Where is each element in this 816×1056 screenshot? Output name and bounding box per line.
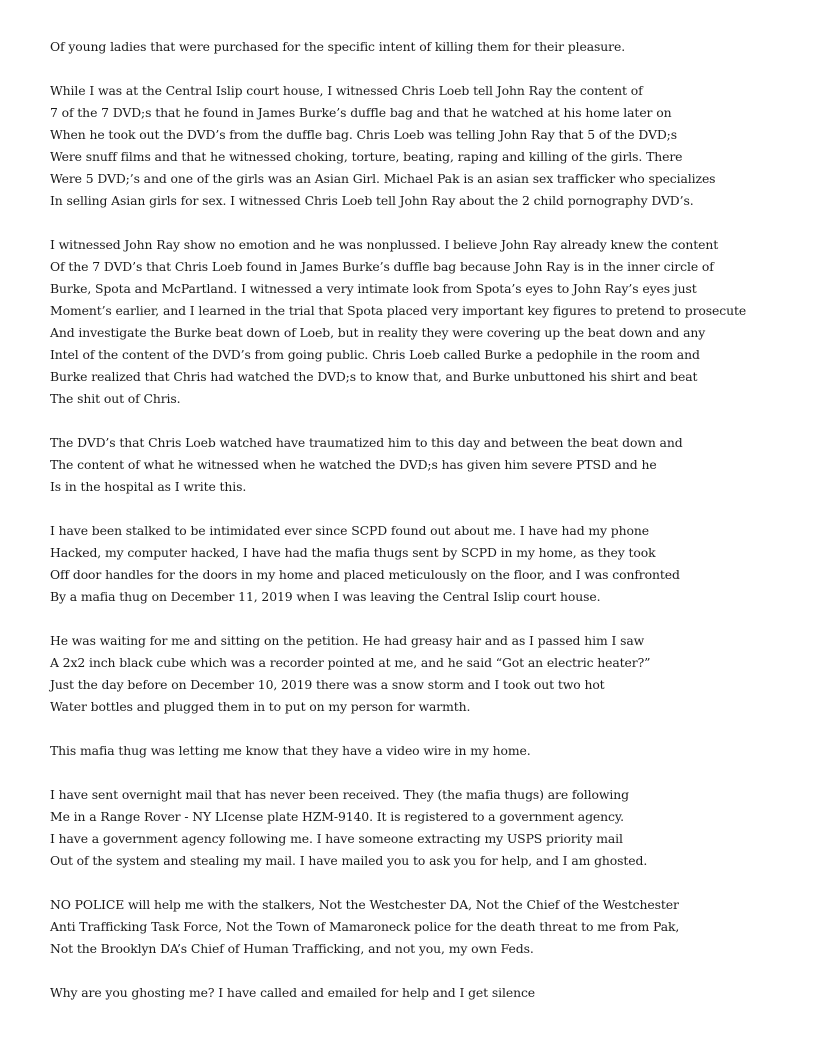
text-line: Not the Brooklyn DA’s Chief of Human Trafficking, and not you, my own Feds.	[50, 941, 534, 956]
text-line: Anti Trafficking Task Force, Not the Town of Mamaroneck police for the death threat to me from Pak,	[50, 919, 680, 934]
text-line: Off door handles for the doors in my home and placed meticulously on the floor, and I was confronted	[50, 567, 680, 582]
text-line: This mafia thug was letting me know that they have a video wire in my home.	[50, 743, 531, 758]
text-line: I have been stalked to be intimidated ever since SCPD found out about me. I have had my phone	[50, 523, 649, 538]
text-line: A 2x2 inch black cube which was a recorder pointed at me, and he said “Got an electric heater?”	[50, 655, 651, 670]
text-line: Of the 7 DVD’s that Chris Loeb found in James Burke’s duffle bag because John Ray is in the inner circle of	[50, 259, 714, 274]
text-line: When he took out the DVD’s from the duffle bag. Chris Loeb was telling John Ray that 5 of the DVD;s	[50, 127, 677, 142]
text-line: Out of the system and stealing my mail. I have mailed you to ask you for help, and I am ghosted.	[50, 853, 648, 868]
text-line: Burke, Spota and McPartland. I witnessed a very intimate look from Spota’s eyes to John Ray’s eyes just	[50, 281, 697, 296]
text-line: By a mafia thug on December 11, 2019 when I was leaving the Central Islip court house.	[50, 589, 601, 604]
text-line: Moment’s earlier, and I learned in the trial that Spota placed very important key figures to pretend to prosecute	[50, 303, 747, 318]
text-line: Burke realized that Chris had watched the DVD;s to know that, and Burke unbuttoned his shirt and beat	[50, 369, 698, 384]
text-line: Water bottles and plugged them in to put on my person for warmth.	[50, 699, 471, 714]
text-line: Just the day before on December 10, 2019 there was a snow storm and I took out two hot	[50, 677, 605, 692]
text-line: The DVD’s that Chris Loeb watched have traumatized him to this day and between the beat down and	[50, 435, 683, 450]
text-line: The shit out of Chris.	[50, 391, 181, 406]
text-line: I have sent overnight mail that has never been received. They (the mafia thugs) are following	[50, 787, 629, 802]
text-line: Me in a Range Rover - NY LIcense plate HZM-9140. It is registered to a government agency.	[50, 809, 624, 824]
text-line: While I was at the Central Islip court house, I witnessed Chris Loeb tell John Ray the content of	[50, 83, 643, 98]
text-line: I have a government agency following me. I have someone extracting my USPS priority mail	[50, 831, 623, 846]
text-line: Why are you ghosting me? I have called and emailed for help and I get silence	[50, 985, 536, 1000]
text-line: Is in the hospital as I write this.	[50, 479, 247, 494]
text-line: Intel of the content of the DVD’s from going public. Chris Loeb called Burke a pedophile in the room and	[50, 347, 700, 362]
text-line: And investigate the Burke beat down of Loeb, but in reality they were covering up the beat down and any	[50, 325, 706, 340]
text-line: Were snuff films and that he witnessed choking, torture, beating, raping and killing of the girls. There	[50, 149, 683, 164]
text-line: I witnessed John Ray show no emotion and he was nonplussed. I believe John Ray already knew the content	[50, 237, 719, 252]
text-line: The content of what he witnessed when he watched the DVD;s has given him severe PTSD and he	[50, 457, 657, 472]
text-line: NO POLICE will help me with the stalkers, Not the Westchester DA, Not the Chief of the Westchester	[50, 897, 679, 912]
text-line: Hacked, my computer hacked, I have had the mafia thugs sent by SCPD in my home, as they took	[50, 545, 656, 560]
text-line: Of young ladies that were purchased for the specific intent of killing them for their pleasure.	[50, 39, 626, 54]
text-line: Were 5 DVD;’s and one of the girls was an Asian Girl. Michael Pak is an asian sex trafficker who specializes	[50, 171, 716, 186]
text-line: In selling Asian girls for sex. I witnessed Chris Loeb tell John Ray about the 2 child pornography DVD’s.	[50, 193, 694, 208]
text-line: He was waiting for me and sitting on the petition. He had greasy hair and as I passed him I saw	[50, 633, 645, 648]
text-line: 7 of the 7 DVD;s that he found in James Burke’s duffle bag and that he watched at his home later on	[50, 105, 672, 120]
